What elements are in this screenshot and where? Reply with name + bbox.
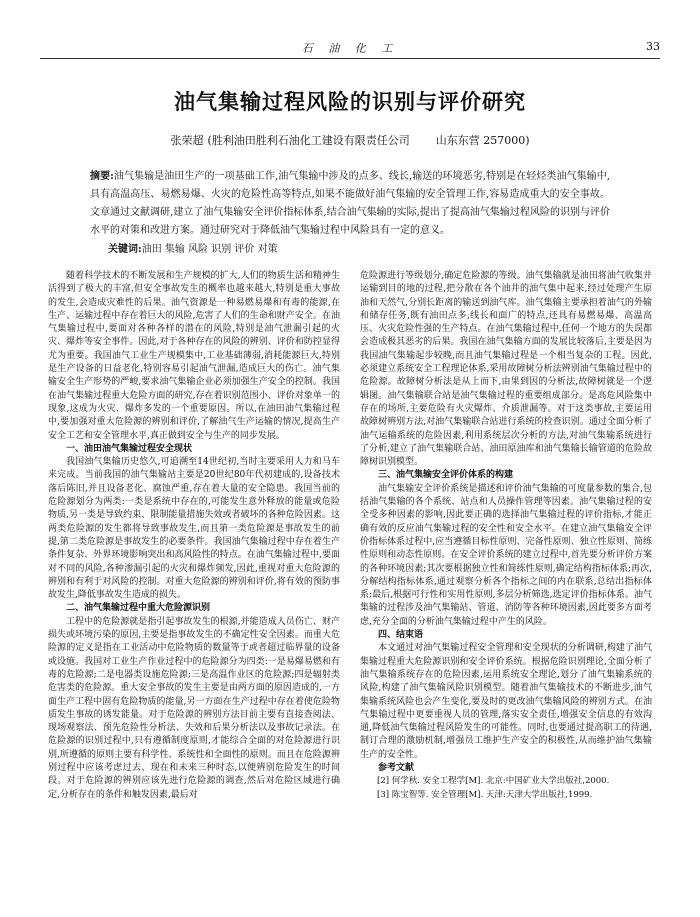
- section-2-paragraph: 工程中的危险源就是指引起事故发生的根源,并能造成人员伤亡、财产损失或环境污染的原因,主要是指事故发生的不确定性安全因素。而重大危险源的定义是指在工业活动中危险物质的数量等于或者超过临界量的设备或设施。我国对工业生产作业过程中的危险源分为四类:一是易爆易燃和有毒的危险源;二是电器类设施危险源;三是高温作业区的危险源;四是辐射类危害类的危险源。重大安全事故的发生主要是由两方面的原因造成的,一方面生产工程中固有危险物质的能量,另一方面在生产过程中存在着使危险物质发生事故的诱发能量。对于危险源的辨别方法目前主要有直接查阅法、现场观察法、预先危险性分析法、失效和后果分析法以及事故记录法。在危险源的识别过程中,只有遵循制度原则,才能综合全面的对危险源进行识别,所遵循的原则主要有科学性、系统性和全面性的原则。而且在危险源辨别过程中应该考虑过去、现在和未来三种时态,以便辨别危险发生的时间段。对于危险源的辨别应该先进行危险源的调查,然后对危险区域进行确定,分析存在的条件和触发因素,最后对: [48, 616, 340, 800]
- abstract-label: 摘要:: [90, 171, 114, 182]
- section-heading-2: 二、油气集输过程中重大危险源识别: [66, 603, 211, 614]
- right-column: [360, 270, 652, 802]
- author-name: 张荣超: [170, 134, 204, 147]
- section-1-paragraph: 我国油气集输历史悠久,可追溯至14世纪初,当时主要采用人力和马车来完成。当前我国的油气集输站主要是20世纪80年代初建成的,设备技术落后陈旧,并且设备老化、腐蚀严重,存在着大量的安全隐患。我国当前的危险源划分为两类:一类是系统中存在的,可能发生意外释放的能量或危险物质,另一类是导致约束、限制能量措施失效或者破坏的各种危险因素。这两类危险源的发生都将导致事故发生,而且第一类危险源是事故发生的前提,第二类危险源是事故发生的必要条件。我国油气集输过程中存在着生产条件复杂、外界环境影响突出和高风险性的特点。在油气集输过程中,要面对不同的风险,各种渗漏引起的火灾和爆炸频发,因此,重视对重大危险源的辨别和有利于对风险的控制。对重大危险源的辨别和评价,将有效的预防事故发生,降低事故发生造成的损失。: [48, 457, 340, 601]
- journal-name: 石 油 化 工: [301, 42, 399, 55]
- author-affiliation: (胜利油田胜利石油化工建设有限责任公司: [207, 134, 410, 147]
- keywords: [108, 240, 610, 255]
- paper-title: 油气集输过程风险的识别与评价研究: [174, 89, 526, 114]
- references-heading: 参考文献: [378, 762, 415, 773]
- section-heading-1: 一、油田油气集输过程安全现状: [66, 443, 193, 454]
- running-header: [40, 40, 660, 59]
- keywords-label: 关键词:: [108, 244, 142, 255]
- continuation-paragraph: 危险源进行等级划分,确定危险源的等级。油气集输就是油田将油气收集并运输到目的地的过程,把分散在各个油井的油气集中起来,经过处理产生原油和天然气,分别长距离的输送到油气库。油气集输主要承担着油气的外输和储存任务,既有油田点多,线长和面广的特点,还具有易燃易爆、高温高压、火灾危险性强的生产特点。在油气集输过程中,任何一个地方的失误都会造成极其恶劣的后果。我国在油气集输方面的发展比较落后,主要是因为我国油气集输起步较晚,而且油气集输过程是一个相当复杂的工程。因此,必须建立系统安全工程理论体系,采用故障树分析法辨别油气集输过程中的危险源。故障树分析法是从上而下,由果到因的分析法,故障树就是一个逻辑图。油气集输联合站是油气集输过程的重要组成部分。是高危风险集中存在的场所,主要危险有火灾爆炸、介质泄漏等。对于这类事故,主要运用故障树辨别方法,对油气集输联合站进行系统的检查识别。通过全面分析了油气运输系统的危险因素,利用系统层次分析的方法,对油气集输系统进行了分析,建立了油气集输联合站、油田原油库和油气集输长输管道的危险故障树识别模型。: [360, 271, 652, 468]
- keywords-text: 油田 集输 风险 识别 评价 对策: [141, 244, 278, 255]
- author-postcode: 257000): [483, 134, 530, 147]
- section-heading-3: 三、油气集输安全评价体系的构建: [378, 470, 514, 481]
- author-line: [0, 132, 700, 148]
- section-3-paragraph: 油气集输安全评价系统是描述和评价油气集输的可度量参数的集合,包括油气集输的各个系统、站点和人员操作管理等因素。油气集输过程的安全受多种因素的影响,因此要正确的选择油气集输过程的评价指标,才能正确有效的反应油气集输过程的安全性和安全水平。在建立油气集输安全评价指标体系过程中,应当遵循目标性原则、完备性原则、独立性原则、简练性原则和动态性原则。在安全评价系统的建立过程中,首先要分析评价方案的各种环境因素;其次要根据独立性和简练性原则,确定结构指标体系;再次,分解结构指标体系,通过观察分析各个指标之间的内在联系,总结出指标体系;最后,根据可行性和实用性原则,多层分析筛选,选定评价指标体系。油气集输的过程涉及油气集输站、管道、消防等各种环境因素,因此要多方面考虑,充分全面的分析油气集输过程中产生的风险。: [360, 483, 652, 627]
- reference-item: [3] 陈宝智等. 安全管理[M]. 天津:天津大学出版社,1999.: [377, 789, 593, 800]
- author-location: 山东东营: [435, 134, 480, 147]
- page-number: 33: [646, 40, 660, 53]
- section-heading-4: 四、结束语: [378, 630, 424, 641]
- abstract: [90, 168, 610, 240]
- intro-paragraph: 随着科学技术的不断发展和生产规模的扩大,人们的物质生活和精神生活得到了极大的丰富,但安全事故发生的概率也越来越大,特别是重大事故的发生,会造成灾难性的后果。油气资源是一种易燃易爆和有毒的能源,在生产、运输过程中存在着巨大的风险,危害了人们的生命和财产安全。在油气集输过程中,要面对各种各样的潜在的风险,特别是油气泄漏引起的火灾、爆炸等安全事件。因此,对于各种存在的风险的辨别、评价和防控显得尤为重要。我国油气工业生产规模集中,工业基础薄弱,消耗能源巨大,特别是生产设备的日益老化,特别容易引起油气泄漏,造成巨大的伤亡。油气集输安全生产形势的严峻,要求油气集输企业必须加强生产安全的控制。我国在油气集输过程重大危险方面的研究,存在着识别范围小、评价对象单一的现象,这成为火灾、爆炸多发的一个重要原因。所以,在油田油气集输过程中,要加强对重大危险源的辨别和评价,了解油气生产运输的情况,提高生产安全工艺和安全管理水平,真正做到安全与生产的同步发展。: [48, 271, 340, 441]
- left-column: [48, 270, 340, 802]
- abstract-text: 油气集输是油田生产的一项基础工作,油气集输中涉及的点多、线长,输送的环境恶劣,特别是在轻烃类油气集输中,具有高温高压、易燃易爆、火灾的危险性高等特点,如果不能做好油气集输的安全管理工作,容易造成重大的安全事故。文章通过文献调研,建立了油气集输安全评价指标体系,结合油气集输的实际,提出了提高油气集输过程风险的识别与评价水平的对策和改进方案。通过研究对于降低油气集输过程中风险具有一定的意义。: [90, 171, 610, 236]
- section-4-paragraph: 本文通过对油气集输过程安全管理和安全现状的分析调研,构建了油气集输过程重大危险源识别和安全评价系统。根据危险识别理论,全面分析了油气集输系统存在的危险因素,运用系统安全理论,划分了油气集输系统的风险,构建了油气集输风险识别模型。随着油气集输技术的不断进步,油气集输系统风险也会产生变化,要及时的更改油气集输风险的辨别方式。在油气集输过程中更要重视人员的管理,落实安全责任,增强安全信息的有效沟通,降低油气集输过程风险发生的可能性。同时,也要通过提高职工的待遇,制订合理的激励机制,增强员工维护生产安全的积极性,从而维护油气集输生产的安全性。: [360, 643, 652, 760]
- reference-item: [2] 何学秋. 安全工程学[M]. 北京:中国矿业大学出版社,2000.: [377, 776, 610, 787]
